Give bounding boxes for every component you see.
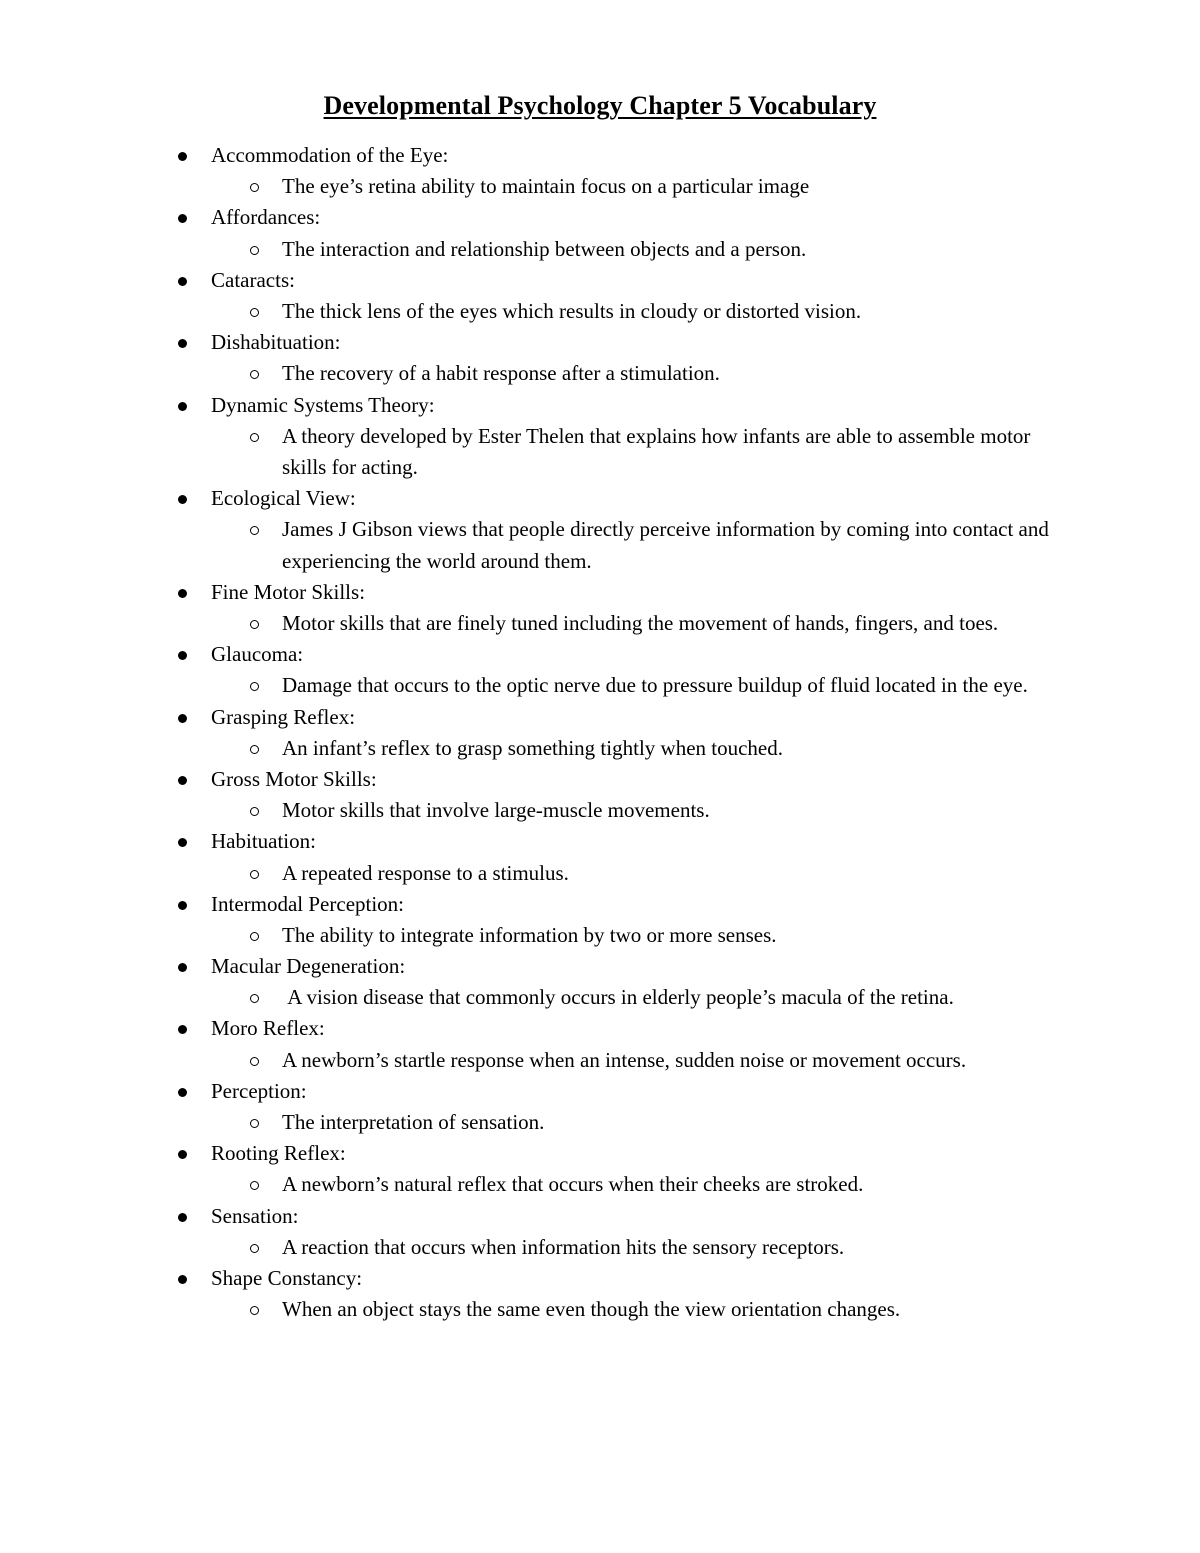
vocabulary-item [0, 577, 1200, 639]
definition-text: When an object stays the same even though the view orientation changes. [282, 1297, 901, 1322]
vocabulary-item [0, 390, 1200, 484]
bullet-icon [178, 651, 187, 660]
term-label: Perception: [211, 1078, 307, 1103]
definition-text: A reaction that occurs when information hits the sensory receptors. [282, 1234, 845, 1259]
bullet-icon [178, 714, 187, 723]
bullet-icon [178, 214, 187, 223]
definition-text: A theory developed by Ester Thelen that explains how infants are able to assemble motor skills for acting. [282, 423, 1036, 479]
definition-text: The eye’s retina ability to maintain focus on a particular image [282, 174, 810, 199]
term-label: Accommodation of the Eye: [211, 143, 449, 167]
hollow-bullet-icon [250, 870, 259, 879]
hollow-bullet-icon [250, 932, 259, 941]
vocabulary-item [0, 702, 1200, 764]
definition-text: James J Gibson views that people directly perceive information by coming into contact and experiencing the world around them. [282, 517, 1055, 573]
term-label: Rooting Reflex: [211, 1141, 346, 1166]
bullet-icon [178, 402, 187, 411]
term-row [0, 1013, 1200, 1044]
definition-text: The recovery of a habit response after a stimulation. [282, 361, 720, 386]
term-row [0, 826, 1200, 857]
term-row [0, 265, 1200, 296]
term-label: Intermodal Perception: [211, 891, 405, 916]
hollow-bullet-icon [250, 1306, 259, 1315]
hollow-bullet-icon [250, 246, 259, 255]
hollow-bullet-icon [250, 994, 259, 1003]
vocabulary-item [0, 951, 1200, 1013]
definition-row [0, 296, 1200, 327]
definition-row [0, 608, 1200, 639]
definition-row [0, 1107, 1200, 1138]
bullet-icon [178, 1025, 187, 1034]
term-label: Gross Motor Skills: [211, 766, 377, 791]
definition-text: A newborn’s startle response when an intense, sudden noise or movement occurs. [282, 1047, 967, 1072]
definition-row [0, 858, 1200, 889]
vocabulary-item [0, 1013, 1200, 1075]
definition-row [0, 234, 1200, 265]
hollow-bullet-icon [250, 1057, 259, 1066]
hollow-bullet-icon [250, 1119, 259, 1128]
term-row [0, 951, 1200, 982]
term-row [0, 889, 1200, 920]
hollow-bullet-icon [250, 682, 259, 691]
term-row [0, 1201, 1200, 1232]
term-row [0, 140, 1200, 171]
term-row [0, 483, 1200, 514]
term-row [0, 202, 1200, 233]
bullet-icon [178, 589, 187, 598]
vocabulary-item [0, 202, 1200, 264]
vocabulary-list [0, 140, 1200, 1325]
definition-text: The interaction and relationship between objects and a person. [282, 236, 807, 261]
hollow-bullet-icon [250, 745, 259, 754]
bullet-icon [178, 901, 187, 910]
term-label: Habituation: [211, 829, 316, 854]
vocabulary-item [0, 1201, 1200, 1263]
bullet-icon [178, 1213, 187, 1222]
vocabulary-item [0, 265, 1200, 327]
bullet-icon [178, 776, 187, 785]
definition-row [0, 171, 1200, 202]
term-label: Dynamic Systems Theory: [211, 392, 435, 417]
hollow-bullet-icon [250, 526, 259, 535]
vocabulary-item [0, 140, 1200, 202]
vocabulary-item [0, 889, 1200, 951]
hollow-bullet-icon [250, 433, 259, 442]
term-row [0, 702, 1200, 733]
definition-row [0, 1169, 1200, 1200]
term-label: Shape Constancy: [211, 1266, 363, 1291]
definition-row [0, 920, 1200, 951]
definition-row [0, 514, 1200, 576]
definition-row [0, 1232, 1200, 1263]
bullet-icon [178, 838, 187, 847]
definition-row [0, 1294, 1200, 1325]
vocabulary-item [0, 327, 1200, 389]
bullet-icon [178, 152, 187, 161]
bullet-icon [178, 1088, 187, 1097]
term-label: Glaucoma: [211, 642, 304, 667]
term-row [0, 1076, 1200, 1107]
vocabulary-item [0, 1076, 1200, 1138]
term-row [0, 390, 1200, 421]
definition-row [0, 421, 1200, 483]
hollow-bullet-icon [250, 620, 259, 629]
definition-row [0, 670, 1200, 701]
vocabulary-item [0, 826, 1200, 888]
definition-row [0, 733, 1200, 764]
term-label: Affordances: [211, 205, 321, 230]
term-label: Dishabituation: [211, 330, 341, 355]
definition-text: A repeated response to a stimulus. [282, 860, 569, 885]
definition-text: Motor skills that involve large-muscle movements. [282, 798, 710, 823]
definition-row [0, 358, 1200, 389]
term-row [0, 1263, 1200, 1294]
bullet-icon [178, 1150, 187, 1159]
term-label: Moro Reflex: [211, 1016, 325, 1041]
bullet-icon [178, 495, 187, 504]
term-label: Grasping Reflex: [211, 704, 356, 729]
bullet-icon [178, 963, 187, 972]
definition-text: A newborn’s natural reflex that occurs when their cheeks are stroked. [282, 1172, 864, 1197]
vocabulary-item [0, 1138, 1200, 1200]
term-label: Cataracts: [211, 267, 295, 292]
term-row [0, 327, 1200, 358]
hollow-bullet-icon [250, 807, 259, 816]
hollow-bullet-icon [250, 370, 259, 379]
definition-text: The ability to integrate information by two or more senses. [282, 922, 777, 947]
definition-text: The thick lens of the eyes which results in cloudy or distorted vision. [282, 298, 862, 323]
definition-text: Damage that occurs to the optic nerve due to pressure buildup of fluid located in the eye. [282, 673, 1028, 698]
vocabulary-item [0, 639, 1200, 701]
hollow-bullet-icon [250, 1181, 259, 1190]
vocabulary-item [0, 764, 1200, 826]
hollow-bullet-icon [250, 183, 259, 192]
term-label: Macular Degeneration: [211, 954, 406, 979]
vocabulary-item [0, 1263, 1200, 1325]
bullet-icon [178, 1275, 187, 1284]
term-label: Ecological View: [211, 486, 356, 511]
term-row [0, 764, 1200, 795]
definition-text: The interpretation of sensation. [282, 1110, 545, 1135]
definition-row [0, 795, 1200, 826]
definition-row [0, 1045, 1200, 1076]
definition-text: Motor skills that are finely tuned including the movement of hands, fingers, and toes. [282, 610, 999, 635]
term-label: Fine Motor Skills: [211, 579, 366, 604]
term-label: Sensation: [211, 1203, 299, 1228]
term-row [0, 577, 1200, 608]
definition-text: An infant’s reflex to grasp something tightly when touched. [282, 735, 783, 760]
document-title: Developmental Psychology Chapter 5 Vocabulary [323, 91, 877, 121]
bullet-icon [178, 339, 187, 348]
hollow-bullet-icon [250, 1244, 259, 1253]
definition-text: A vision disease that commonly occurs in elderly people’s macula of the retina. [282, 985, 954, 1010]
term-row [0, 639, 1200, 670]
term-row [0, 1138, 1200, 1169]
definition-row [0, 982, 1200, 1013]
vocabulary-item [0, 483, 1200, 577]
bullet-icon [178, 277, 187, 286]
hollow-bullet-icon [250, 308, 259, 317]
